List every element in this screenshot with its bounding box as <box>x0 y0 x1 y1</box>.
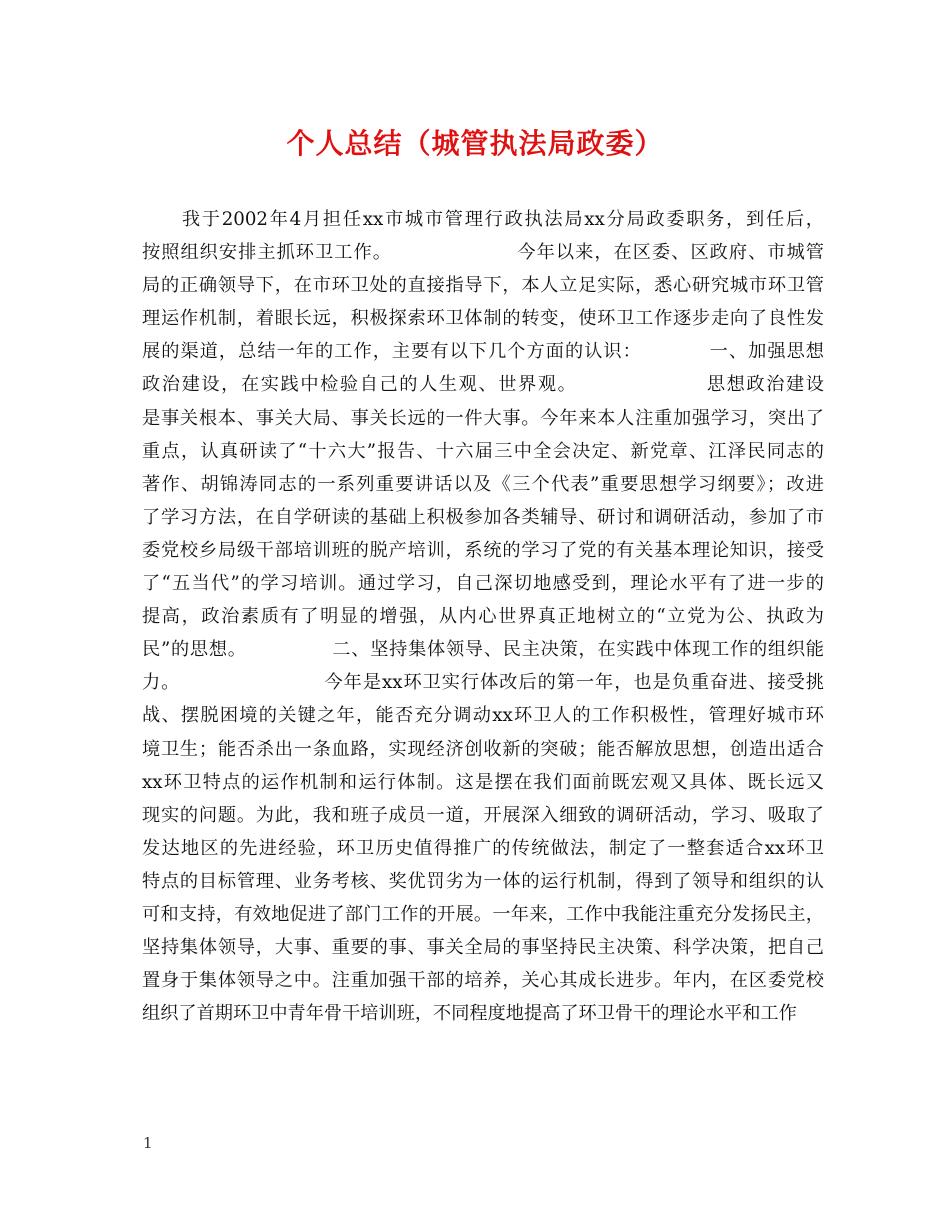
document-title: 个人总结（城管执法局政委） <box>286 127 664 160</box>
body-line: 理运作机制，着眼长远，积极探索环卫体制的转变，使环卫工作逐步走向了良性发 <box>142 308 824 330</box>
body-line: 坚持集体领导，大事、重要的事、事关全局的事坚持民主决策、科学决策，把自己 <box>142 937 824 959</box>
body-line: 了学习方法，在自学研读的基础上积极参加各类辅导、研讨和调研活动，参加了市 <box>142 506 824 528</box>
body-line: 力。 今年是xx环卫实行体改后的第一年，也是负重奋进、接受挑 <box>142 672 824 694</box>
body-line: 现实的问题。为此，我和班子成员一道，开展深入细致的调研活动，学习、吸取了 <box>142 804 824 826</box>
body-line: 了“五当代”的学习培训。通过学习，自己深切地感受到，理论水平有了进一步的 <box>142 573 824 595</box>
body-line: 可和支持，有效地促进了部门工作的开展。一年来，工作中我能注重充分发扬民主， <box>142 903 824 925</box>
body-line: 我于2002年4月担任xx市城市管理行政执法局xx分局政委职务，到任后， <box>142 209 824 230</box>
body-line: 发达地区的先进经验，环卫历史值得推广的传统做法，制定了一整套适合xx环卫 <box>142 837 824 859</box>
body-line: 提高，政治素质有了明显的增强，从内心世界真正地树立的“立党为公、执政为 <box>142 606 824 628</box>
body-line: 展的渠道，总结一年的工作，主要有以下几个方面的认识： 一、加强思想 <box>142 341 824 363</box>
body-line: 战、摆脱困境的关键之年，能否充分调动xx环卫人的工作积极性，管理好城市环 <box>142 705 824 727</box>
body-line: 局的正确领导下，在市环卫处的直接指导下，本人立足实际，悉心研究城市环卫管 <box>142 275 824 297</box>
page-number: 1 <box>143 1134 153 1152</box>
body-line: 是事关根本、事关大局、事关长远的一件大事。今年来本人注重加强学习，突出了 <box>142 407 824 429</box>
body-line: 政治建设，在实践中检验自己的人生观、世界观。 思想政治建设 <box>142 374 824 396</box>
body-line: 置身于集体领导之中。注重加强干部的培养，关心其成长进步。年内，在区委党校 <box>142 970 824 992</box>
body-line: 按照组织安排主抓环卫工作。 今年以来，在区委、区政府、市城管 <box>142 242 824 264</box>
body-line: 特点的目标管理、业务考核、奖优罚劣为一体的运行机制，得到了领导和组织的认 <box>142 870 824 892</box>
body-line: 境卫生；能否杀出一条血路，实现经济创收新的突破；能否解放思想，创造出适合 <box>142 738 824 760</box>
body-line: xx环卫特点的运作机制和运行体制。这是摆在我们面前既宏观又具体、既长远又 <box>142 771 824 793</box>
body-line: 委党校乡局级干部培训班的脱产培训，系统的学习了党的有关基本理论知识，接受 <box>142 539 824 561</box>
body-line: 组织了首期环卫中青年骨干培训班，不同程度地提高了环卫骨干的理论水平和工作 <box>142 1003 797 1025</box>
body-line: 民”的思想。 二、坚持集体领导、民主决策，在实践中体现工作的组织能 <box>142 639 824 661</box>
body-line: 著作、胡锦涛同志的一系列重要讲话以及《三个代表”重要思想学习纲要》；改进 <box>142 473 824 495</box>
document-body <box>142 203 824 1030</box>
body-line: 重点，认真研读了“十六大”报告、十六届三中全会决定、新党章、江泽民同志的 <box>142 440 824 462</box>
